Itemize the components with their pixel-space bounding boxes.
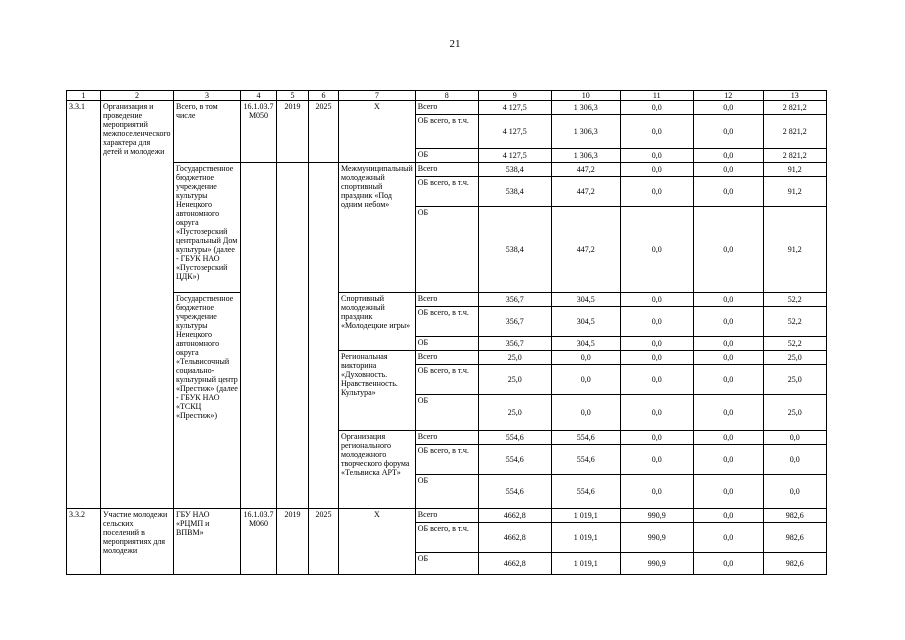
source-label: Всего xyxy=(415,509,478,523)
executor: ГБУ НАО «РЦМП и ВПВМ» xyxy=(174,509,241,575)
source-label: ОБ всего, в т.ч. xyxy=(415,307,478,337)
source-label: ОБ xyxy=(415,337,478,351)
executor: Всего, в том числе xyxy=(174,101,241,163)
value-cell: 0,0 xyxy=(620,351,693,365)
source-label: ОБ всего, в т.ч. xyxy=(415,365,478,395)
value-cell: 0,0 xyxy=(693,177,763,207)
event-name: Х xyxy=(339,101,416,163)
value-cell: 0,0 xyxy=(693,149,763,163)
value-cell: 1 306,3 xyxy=(551,101,620,115)
empty-cell xyxy=(309,163,339,509)
value-cell: 554,6 xyxy=(551,445,620,475)
col-header: 5 xyxy=(277,91,309,101)
value-cell: 2 821,2 xyxy=(763,101,826,115)
value-cell: 554,6 xyxy=(478,475,551,509)
value-cell: 0,0 xyxy=(693,163,763,177)
col-header: 13 xyxy=(763,91,826,101)
value-cell: 25,0 xyxy=(763,365,826,395)
page-number: 21 xyxy=(449,38,461,50)
source-label: ОБ всего, в т.ч. xyxy=(415,177,478,207)
value-cell: 0,0 xyxy=(620,293,693,307)
value-cell: 447,2 xyxy=(551,177,620,207)
value-cell: 2 821,2 xyxy=(763,149,826,163)
value-cell: 0,0 xyxy=(693,475,763,509)
col-header: 12 xyxy=(693,91,763,101)
source-label: Всего xyxy=(415,163,478,177)
value-cell: 25,0 xyxy=(478,351,551,365)
value-cell: 0,0 xyxy=(763,475,826,509)
col-header: 2 xyxy=(101,91,174,101)
value-cell: 554,6 xyxy=(551,475,620,509)
start-year: 2019 xyxy=(277,509,309,575)
value-cell: 356,7 xyxy=(478,293,551,307)
value-cell: 1 306,3 xyxy=(551,149,620,163)
value-cell: 304,5 xyxy=(551,337,620,351)
col-header: 8 xyxy=(415,91,478,101)
value-cell: 0,0 xyxy=(693,523,763,553)
value-cell: 52,2 xyxy=(763,293,826,307)
value-cell: 1 019,1 xyxy=(551,509,620,523)
end-year: 2025 xyxy=(309,101,339,163)
item-name: Организация и проведение мероприятий межпоселенческого характера для детей и молодежи xyxy=(101,101,174,509)
value-cell: 4 127,5 xyxy=(478,115,551,149)
item-name: Участие молодежи сельских поселений в мероприятиях для молодежи xyxy=(101,509,174,575)
source-label: Всего xyxy=(415,351,478,365)
value-cell: 0,0 xyxy=(693,365,763,395)
value-cell: 91,2 xyxy=(763,207,826,293)
value-cell: 538,4 xyxy=(478,163,551,177)
item-number: 3.3.1 xyxy=(67,101,101,509)
event-name: Спортивный молодежный праздник «Молодецкие игры» xyxy=(339,293,416,351)
budget-code: 16.1.03.7 М050 xyxy=(241,101,277,163)
col-header: 10 xyxy=(551,91,620,101)
value-cell: 4662,8 xyxy=(478,509,551,523)
table-row xyxy=(67,509,827,523)
value-cell: 554,6 xyxy=(551,431,620,445)
table-row xyxy=(67,101,827,115)
value-cell: 0,0 xyxy=(693,445,763,475)
col-header: 3 xyxy=(174,91,241,101)
value-cell: 1 019,1 xyxy=(551,553,620,575)
event-name: Межмуниципальный молодежный спортивный праздник «Под одним небом» xyxy=(339,163,416,293)
value-cell: 0,0 xyxy=(620,307,693,337)
value-cell: 538,4 xyxy=(478,177,551,207)
value-cell: 990,9 xyxy=(620,553,693,575)
source-label: ОБ xyxy=(415,395,478,431)
value-cell: 0,0 xyxy=(693,115,763,149)
end-year: 2025 xyxy=(309,509,339,575)
value-cell: 0,0 xyxy=(620,115,693,149)
value-cell: 4662,8 xyxy=(478,523,551,553)
column-number-row xyxy=(67,91,827,101)
value-cell: 982,6 xyxy=(763,553,826,575)
value-cell: 4662,8 xyxy=(478,553,551,575)
value-cell: 0,0 xyxy=(763,431,826,445)
empty-cell xyxy=(241,163,277,509)
value-cell: 1 306,3 xyxy=(551,115,620,149)
value-cell: 0,0 xyxy=(693,395,763,431)
source-label: ОБ xyxy=(415,207,478,293)
value-cell: 91,2 xyxy=(763,163,826,177)
value-cell: 538,4 xyxy=(478,207,551,293)
value-cell: 990,9 xyxy=(620,509,693,523)
source-label: Всего xyxy=(415,293,478,307)
value-cell: 982,6 xyxy=(763,509,826,523)
empty-cell xyxy=(277,163,309,509)
value-cell: 25,0 xyxy=(763,351,826,365)
value-cell: 0,0 xyxy=(620,163,693,177)
col-header: 11 xyxy=(620,91,693,101)
value-cell: 0,0 xyxy=(693,431,763,445)
event-name: Организация регионального молодежного творческого форума «Тельвиска АРТ» xyxy=(339,431,416,509)
value-cell: 0,0 xyxy=(620,475,693,509)
value-cell: 304,5 xyxy=(551,307,620,337)
value-cell: 4 127,5 xyxy=(478,149,551,163)
program-table xyxy=(66,90,827,575)
value-cell: 0,0 xyxy=(620,149,693,163)
value-cell: 447,2 xyxy=(551,163,620,177)
value-cell: 0,0 xyxy=(693,293,763,307)
value-cell: 0,0 xyxy=(693,509,763,523)
table-row xyxy=(67,163,827,177)
budget-code: 16.1.03.7 М060 xyxy=(241,509,277,575)
source-label: ОБ всего, в т.ч. xyxy=(415,523,478,553)
col-header: 4 xyxy=(241,91,277,101)
value-cell: 4 127,5 xyxy=(478,101,551,115)
value-cell: 25,0 xyxy=(763,395,826,431)
value-cell: 0,0 xyxy=(693,351,763,365)
item-number: 3.3.2 xyxy=(67,509,101,575)
value-cell: 356,7 xyxy=(478,307,551,337)
value-cell: 0,0 xyxy=(693,101,763,115)
value-cell: 0,0 xyxy=(620,101,693,115)
start-year: 2019 xyxy=(277,101,309,163)
value-cell: 2 821,2 xyxy=(763,115,826,149)
col-header: 6 xyxy=(309,91,339,101)
executor: Государственное бюджетное учреждение культуры Ненецкого автономного округа «Пустозерский центральный Дом культуры» (далее - ГБУК НАО «Пустозерский ЦДК») xyxy=(174,163,241,293)
value-cell: 52,2 xyxy=(763,337,826,351)
value-cell: 0,0 xyxy=(693,307,763,337)
value-cell: 0,0 xyxy=(551,365,620,395)
value-cell: 0,0 xyxy=(693,337,763,351)
event-name: Региональная викторина «Духовность. Нравственность. Культура» xyxy=(339,351,416,431)
value-cell: 0,0 xyxy=(620,431,693,445)
value-cell: 52,2 xyxy=(763,307,826,337)
value-cell: 0,0 xyxy=(551,395,620,431)
event-name: Х xyxy=(339,509,416,575)
value-cell: 0,0 xyxy=(620,207,693,293)
value-cell: 304,5 xyxy=(551,293,620,307)
source-label: ОБ xyxy=(415,149,478,163)
source-label: Всего xyxy=(415,101,478,115)
value-cell: 0,0 xyxy=(620,337,693,351)
value-cell: 356,7 xyxy=(478,337,551,351)
value-cell: 0,0 xyxy=(620,395,693,431)
value-cell: 25,0 xyxy=(478,365,551,395)
source-label: Всего xyxy=(415,431,478,445)
col-header: 1 xyxy=(67,91,101,101)
source-label: ОБ xyxy=(415,475,478,509)
source-label: ОБ xyxy=(415,553,478,575)
value-cell: 990,9 xyxy=(620,523,693,553)
executor: Государственное бюджетное учреждение культуры Ненецкого автономного округа «Тельвисочный социально-культурный центр «Престиж» (далее - ГБУК НАО «ТСКЦ «Престиж») xyxy=(174,293,241,509)
value-cell: 1 019,1 xyxy=(551,523,620,553)
value-cell: 447,2 xyxy=(551,207,620,293)
value-cell: 0,0 xyxy=(620,177,693,207)
value-cell: 25,0 xyxy=(478,395,551,431)
table-row xyxy=(67,293,827,307)
value-cell: 982,6 xyxy=(763,523,826,553)
col-header: 7 xyxy=(339,91,416,101)
value-cell: 0,0 xyxy=(693,207,763,293)
col-header: 9 xyxy=(478,91,551,101)
value-cell: 0,0 xyxy=(620,445,693,475)
source-label: ОБ всего, в т.ч. xyxy=(415,115,478,149)
source-label: ОБ всего, в т.ч. xyxy=(415,445,478,475)
value-cell: 91,2 xyxy=(763,177,826,207)
value-cell: 554,6 xyxy=(478,445,551,475)
value-cell: 0,0 xyxy=(620,365,693,395)
value-cell: 0,0 xyxy=(693,553,763,575)
value-cell: 0,0 xyxy=(551,351,620,365)
value-cell: 554,6 xyxy=(478,431,551,445)
value-cell: 0,0 xyxy=(763,445,826,475)
